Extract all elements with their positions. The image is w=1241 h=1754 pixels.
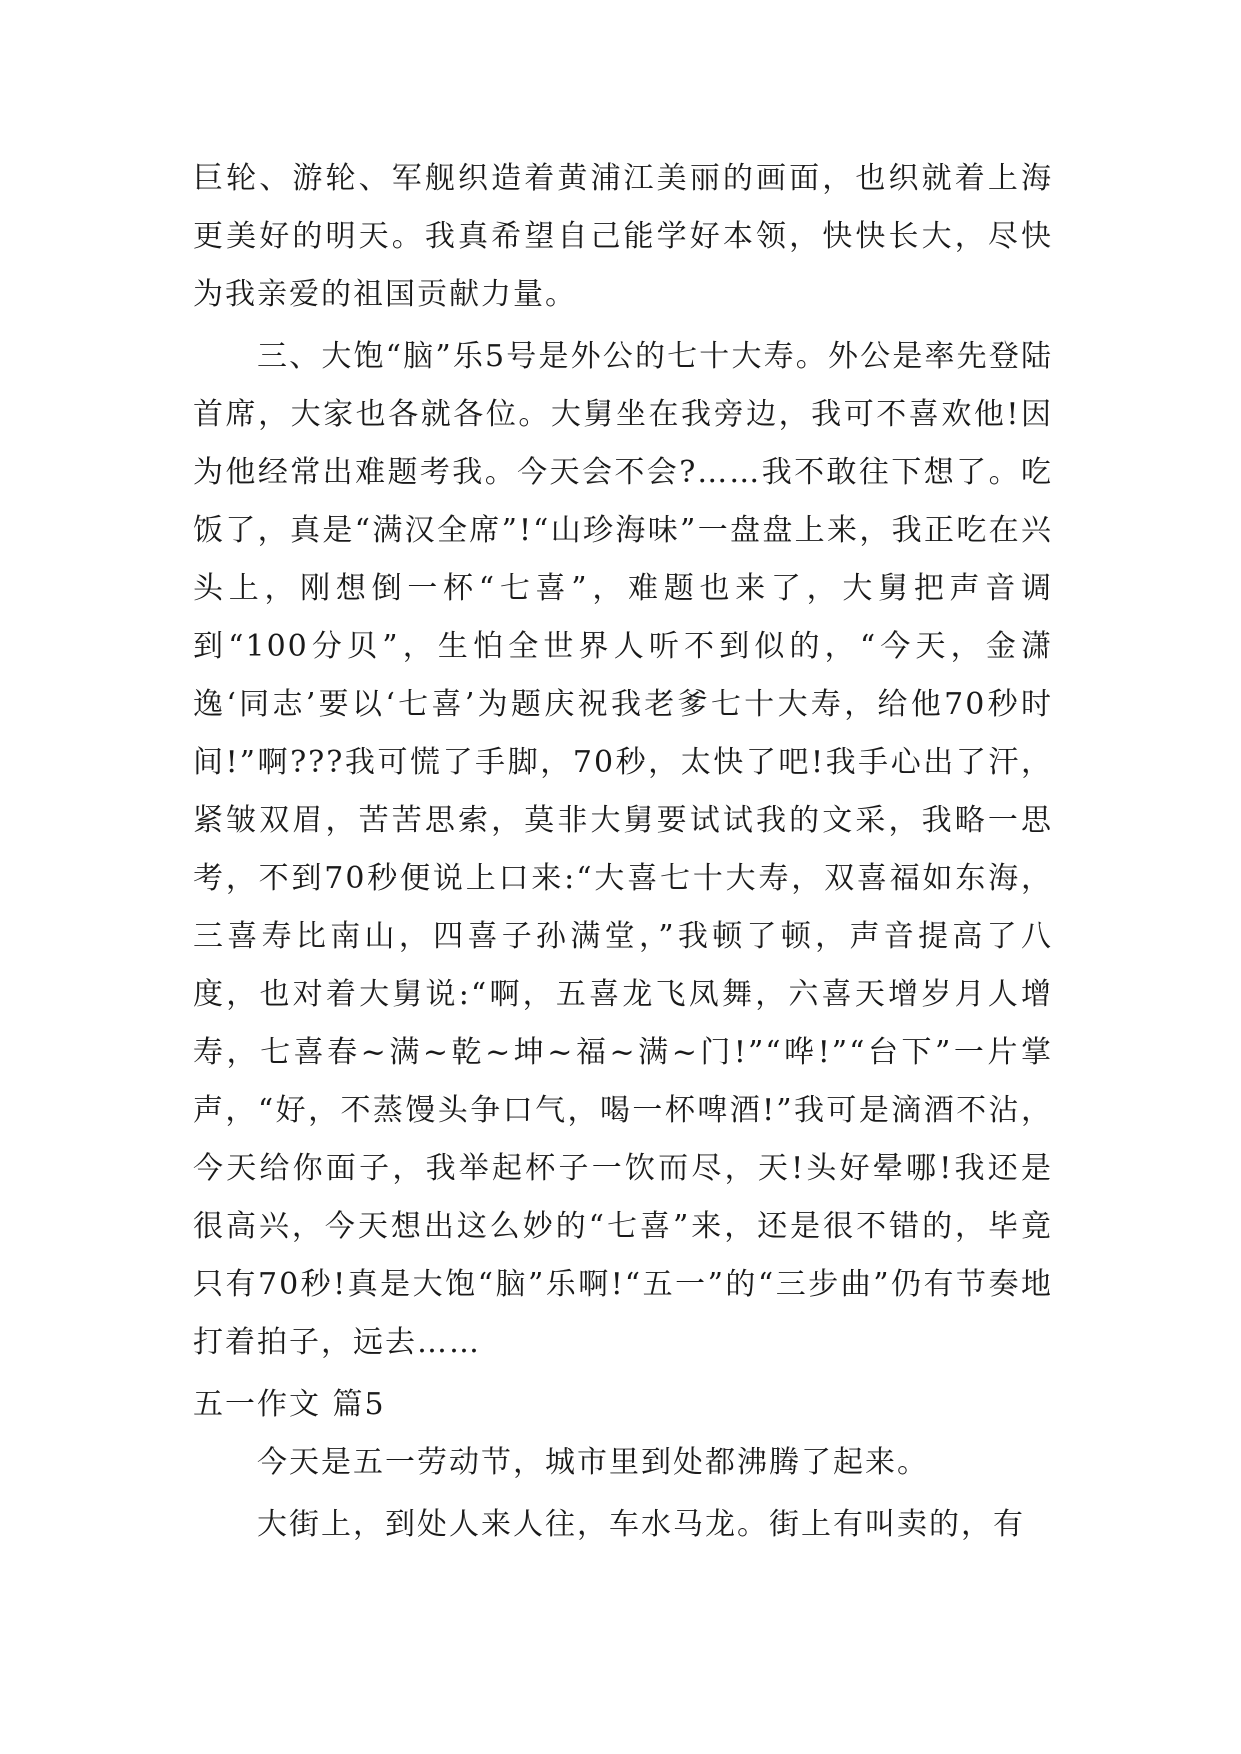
document-body — [193, 150, 1053, 1558]
section-heading: 五一作文 篇5 — [193, 1387, 386, 1422]
paragraph-three: 三、大饱“脑”乐5号是外公的七十大寿。外公是率先登陆首席，大家也各就各位。大舅坐在我旁边，我可不喜欢他!因为他经常出难题考我。今天会不会?……我不敢往下想了。吃饭了，真是“满汉全席”!“山珍海味”一盘盘上来，我正吃在兴头上，刚想倒一杯“七喜”，难题也来了，大舅把声音调到“100分贝”，生怕全世界人听不到似的，“今天，金潇逸‘同志’要以‘七喜’为题庆祝我老爹七十大寿，给他70秒时间!”啊???我可慌了手脚，70秒，太快了吧!我手心出了汗，紧皱双眉，苦苦思索，莫非大舅要试试我的文采，我略一思考，不到70秒便说上口来:“大喜七十大寿，双喜福如东海，三喜寿比南山，四喜子孙满堂，”我顿了顿，声音提高了八度，也对着大舅说:“啊，五喜龙飞凤舞，六喜天增岁月人增寿，七喜春~满~乾~坤~福~满~门!”“哗!”“台下”一片掌声，“好，不蒸馒头争口气，喝一杯啤酒!”我可是滴酒不沾，今天给你面子，我举起杯子一饮而尽，天!头好晕哪!我还是很高兴，今天想出这么妙的“七喜”来，还是很不错的，毕竟只有70秒!真是大饱“脑”乐啊!“五一”的“三步曲”仍有节奏地打着拍子，远去…… — [193, 339, 1053, 1360]
paragraph-continued: 巨轮、游轮、军舰织造着黄浦江美丽的画面，也织就着上海更美好的明天。我真希望自己能学好本领，快快长大，尽快为我亲爱的祖国贡献力量。 — [193, 161, 1053, 312]
paragraph-new-1: 今天是五一劳动节，城市里到处都沸腾了起来。 — [257, 1445, 929, 1480]
paragraph-new-2: 大街上，到处人来人往，车水马龙。街上有叫卖的，有 — [257, 1507, 1025, 1542]
